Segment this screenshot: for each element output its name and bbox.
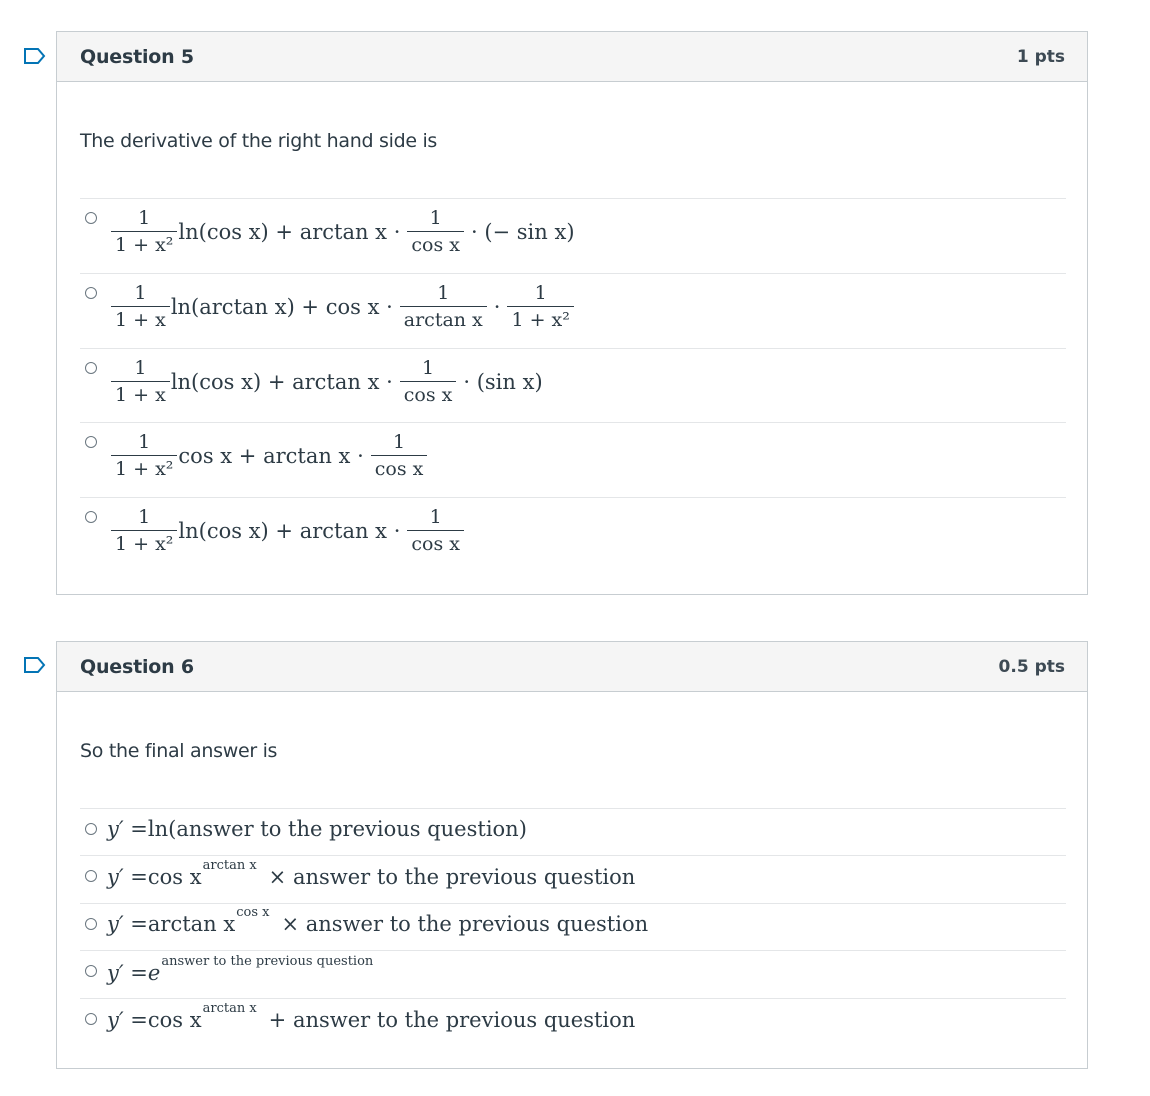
math-exponent: arctan x	[202, 1000, 257, 1016]
answer-math	[110, 429, 428, 482]
radio-button-icon[interactable]	[85, 1013, 97, 1025]
math-expression: × answer to the previous question	[281, 912, 649, 936]
math-expression: · (sin x)	[463, 369, 543, 394]
fraction-denominator: cos x	[407, 231, 464, 258]
answer-math	[110, 504, 465, 557]
fraction	[400, 280, 487, 333]
fraction	[400, 355, 457, 408]
fraction-denominator: 1 + x	[111, 306, 170, 333]
fraction-numerator: 1	[138, 207, 151, 229]
answer-math	[107, 817, 527, 841]
math-base: cos x	[147, 1008, 202, 1032]
fraction	[507, 280, 573, 333]
answer-option[interactable]	[80, 808, 1066, 855]
fraction-numerator: 1	[429, 506, 442, 528]
math-expression: ln(answer to the previous question)	[147, 817, 527, 841]
fraction-denominator: cos x	[407, 530, 464, 557]
fraction-numerator: 1	[138, 431, 151, 453]
fraction-denominator: 1 + x²	[111, 231, 177, 258]
radio-button-icon[interactable]	[85, 965, 97, 977]
answer-math	[107, 857, 636, 889]
answer-math	[110, 280, 575, 333]
fraction-numerator: 1	[134, 282, 147, 304]
answer-math	[110, 355, 543, 408]
fraction-denominator: 1 + x²	[111, 530, 177, 557]
math-expression: + answer to the previous question	[268, 1008, 636, 1032]
question-prompt: So the final answer is	[80, 740, 278, 762]
question-header	[57, 32, 1087, 82]
math-lhs: y′ =	[107, 865, 148, 889]
fraction-numerator: 1	[437, 282, 450, 304]
fraction-denominator: 1 + x²	[507, 306, 573, 333]
math-expression: ln(cos x) + arctan x ·	[170, 369, 393, 394]
flag-question-6-icon[interactable]	[24, 657, 46, 673]
fraction-numerator: 1	[422, 357, 435, 379]
math-expression: ·	[493, 294, 501, 319]
answer-option[interactable]	[80, 855, 1066, 903]
question-title: Question 6	[80, 655, 194, 678]
math-expression: cos x + arctan x ·	[178, 443, 364, 468]
math-base: cos x	[147, 865, 202, 889]
fraction-denominator: arctan x	[400, 306, 487, 333]
fraction	[111, 205, 177, 258]
fraction-numerator: 1	[138, 506, 151, 528]
question-points: 1 pts	[1016, 46, 1065, 67]
math-expression: · (− sin x)	[470, 219, 575, 244]
radio-button-icon[interactable]	[85, 918, 97, 930]
math-lhs: y′ =	[107, 961, 148, 985]
radio-button-icon[interactable]	[85, 511, 97, 523]
math-lhs: y′ =	[107, 1008, 148, 1032]
math-exponent: arctan x	[202, 857, 257, 873]
fraction	[111, 355, 170, 408]
math-expression: ln(cos x) + arctan x ·	[178, 219, 401, 244]
question-5	[56, 31, 1088, 595]
answer-math	[110, 205, 575, 258]
math-base: arctan x	[147, 912, 236, 936]
answer-list	[80, 198, 1066, 572]
answer-option[interactable]	[80, 950, 1066, 998]
flag-question-5-icon[interactable]	[24, 48, 46, 64]
radio-button-icon[interactable]	[85, 823, 97, 835]
math-base: e	[147, 961, 161, 985]
answer-option[interactable]	[80, 198, 1066, 273]
answer-option[interactable]	[80, 998, 1066, 1058]
answer-option[interactable]	[80, 903, 1066, 950]
answer-option[interactable]	[80, 348, 1066, 422]
question-prompt: The derivative of the right hand side is	[80, 130, 438, 152]
math-expression: × answer to the previous question	[268, 865, 636, 889]
radio-button-icon[interactable]	[85, 870, 97, 882]
fraction	[407, 205, 464, 258]
question-header	[57, 642, 1087, 692]
fraction-numerator: 1	[429, 207, 442, 229]
fraction-denominator: 1 + x	[111, 381, 170, 408]
radio-button-icon[interactable]	[85, 362, 97, 374]
math-expression: ln(cos x) + arctan x ·	[178, 518, 401, 543]
fraction-numerator: 1	[534, 282, 547, 304]
fraction-denominator: 1 + x²	[111, 455, 177, 482]
answer-option[interactable]	[80, 273, 1066, 348]
radio-button-icon[interactable]	[85, 212, 97, 224]
fraction	[111, 429, 177, 482]
math-lhs: y′ =	[107, 912, 148, 936]
math-exponent: answer to the previous question	[161, 953, 374, 969]
fraction-numerator: 1	[134, 357, 147, 379]
question-points: 0.5 pts	[998, 656, 1065, 677]
fraction-numerator: 1	[393, 431, 406, 453]
answer-list	[80, 808, 1066, 1058]
answer-math	[107, 904, 649, 936]
radio-button-icon[interactable]	[85, 287, 97, 299]
math-expression: ln(arctan x) + cos x ·	[170, 294, 393, 319]
answer-option[interactable]	[80, 497, 1066, 572]
question-title: Question 5	[80, 45, 194, 68]
question-6	[56, 641, 1088, 1069]
fraction	[111, 280, 170, 333]
radio-button-icon[interactable]	[85, 436, 97, 448]
fraction	[111, 504, 177, 557]
fraction-denominator: cos x	[400, 381, 457, 408]
math-exponent: cos x	[236, 904, 270, 920]
fraction	[407, 504, 464, 557]
answer-option[interactable]	[80, 422, 1066, 497]
answer-math	[107, 953, 374, 985]
fraction-denominator: cos x	[371, 455, 428, 482]
fraction	[371, 429, 428, 482]
math-lhs: y′ =	[107, 817, 148, 841]
answer-math	[107, 1000, 636, 1032]
